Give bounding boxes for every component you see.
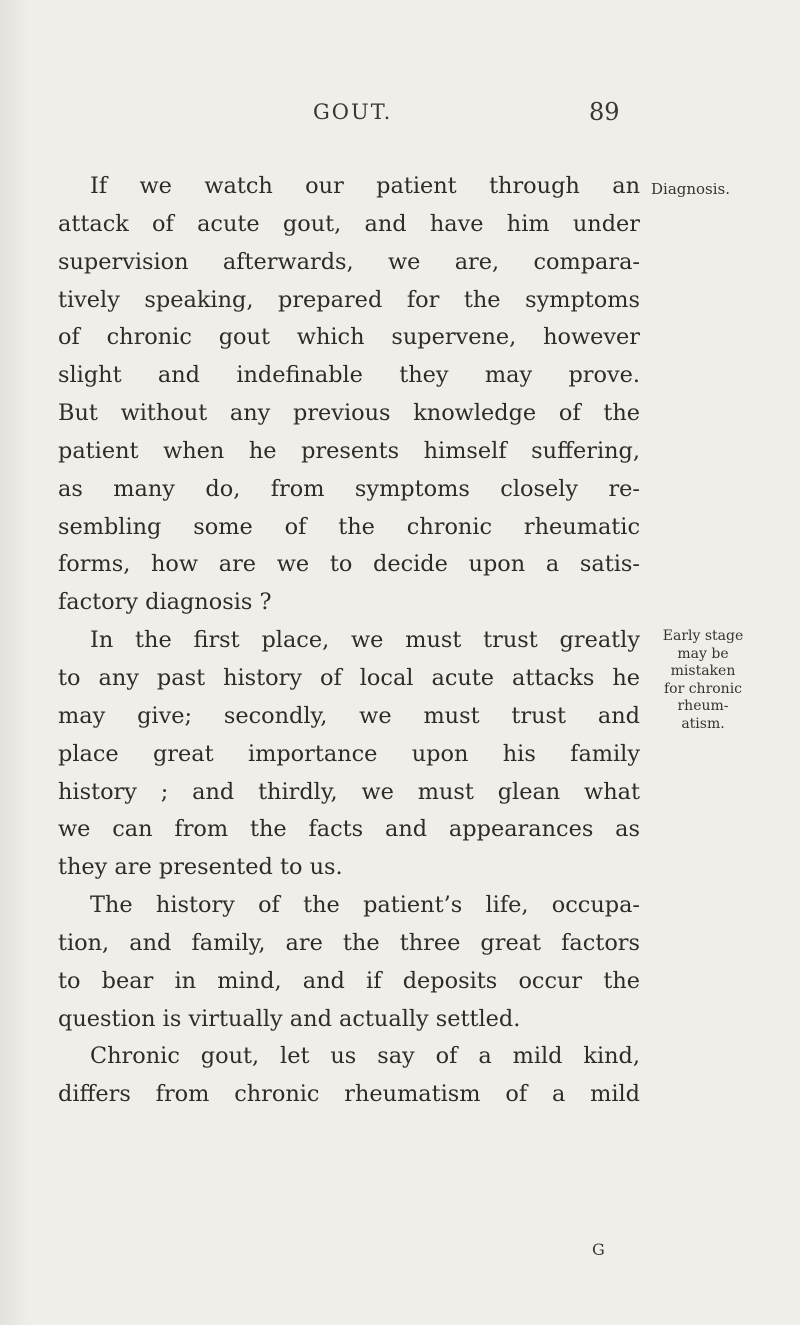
text-line: we can from the facts and appearances as — [58, 816, 640, 843]
text-line: factory diagnosis ? — [58, 589, 272, 616]
margin-note-line: for chronic — [663, 680, 743, 697]
text-line: to any past history of local acute attacks he — [58, 664, 640, 691]
running-title: GOUT. — [313, 100, 393, 124]
margin-note-diagnosis: Diagnosis. — [651, 180, 731, 198]
signature-mark: G — [592, 1240, 605, 1259]
text-line: If we watch our patient through an — [90, 173, 640, 199]
text-line: to bear in mind, and if deposits occur the — [58, 967, 640, 994]
text-line: of chronic gout which supervene, however — [58, 324, 640, 351]
body-text — [58, 168, 640, 1114]
text-line: question is virtually and actually settled. — [58, 1005, 521, 1032]
text-line: place great importance upon his family — [58, 740, 640, 767]
margin-note-line: Early stage — [662, 628, 744, 644]
text-line: slight and indefinable they may prove. — [58, 362, 640, 389]
text-line: sembling some of the chronic rheumatic — [58, 513, 640, 540]
text-line: In the first place, we must trust greatly — [90, 627, 640, 654]
text-line: as many do, from symptoms closely re- — [58, 475, 640, 502]
text-line: supervision afterwards, we are, compara- — [58, 248, 640, 275]
text-line: may give; secondly, we must trust and — [58, 702, 640, 729]
text-line: tively speaking, prepared for the symptoms — [58, 286, 640, 313]
margin-note-line: rheum- — [677, 698, 729, 714]
margin-note-early-stage — [648, 628, 758, 733]
text-line: attack of acute gout, and have him under — [58, 210, 640, 237]
text-line: Chronic gout, let us say of a mild kind, — [90, 1043, 640, 1070]
text-line: history ; and thirdly, we must glean what — [58, 778, 640, 805]
text-line: But without any previous knowledge of the — [58, 400, 640, 427]
text-line: forms, how are we to decide upon a satis- — [58, 551, 640, 578]
margin-note-line: may be — [677, 645, 729, 662]
text-line: The history of the patient’s life, occupa- — [90, 892, 640, 919]
text-line: they are presented to us. — [58, 854, 343, 881]
text-line: differs from chronic rheumatism of a mild — [58, 1081, 640, 1108]
margin-note-line: mistaken — [670, 663, 736, 679]
margin-note-line: atism. — [681, 715, 725, 732]
text-line: tion, and family, are the three great factors — [58, 929, 640, 956]
page-number: 89 — [589, 98, 620, 126]
text-line: patient when he presents himself suffering, — [58, 437, 640, 464]
